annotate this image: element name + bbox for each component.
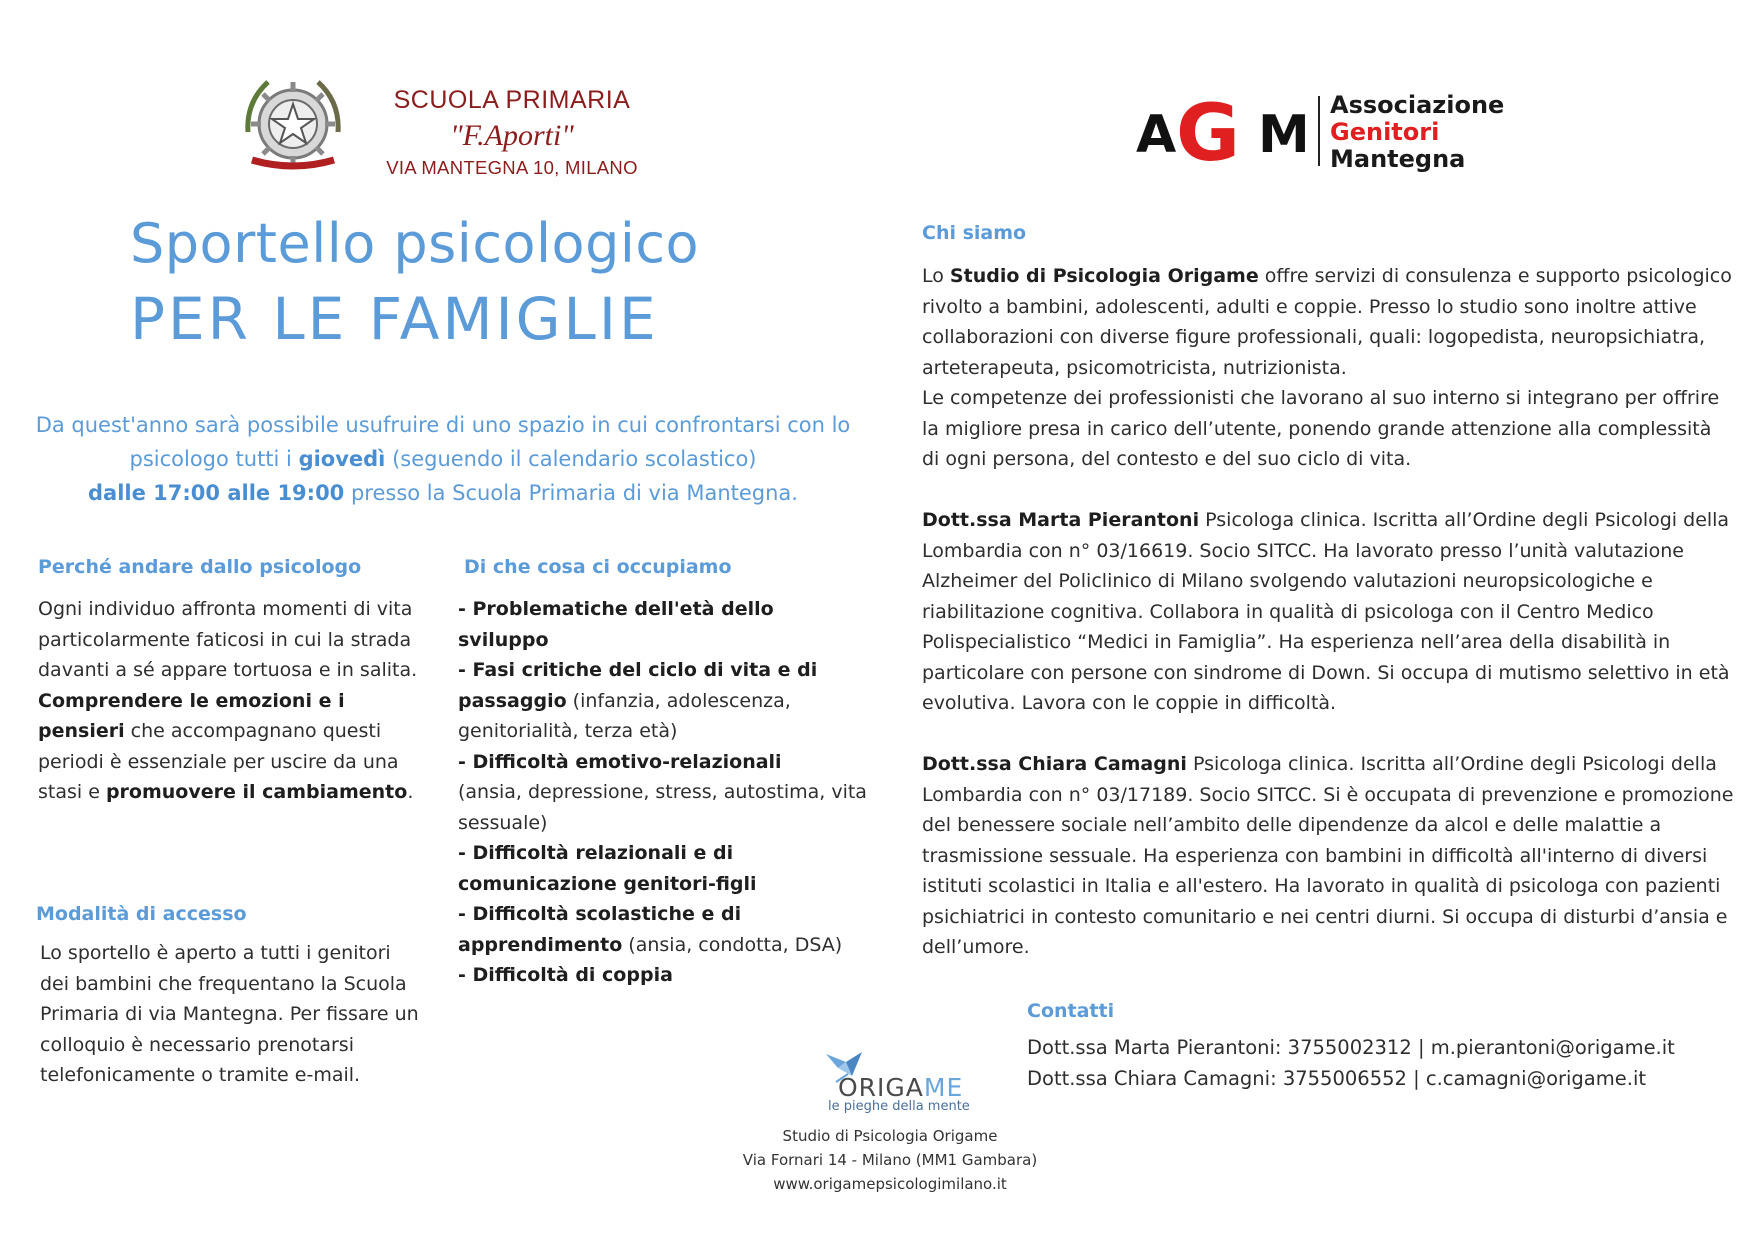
why-bold-1: Comprendere le emozioni e i pensieri [38, 689, 345, 742]
contacts-heading: Contatti [1027, 1000, 1115, 1022]
studio-website[interactable]: www.origamepsicologimilano.it [773, 1175, 1007, 1193]
agm-word-2: Genitori [1330, 118, 1440, 146]
topic-item: - Difficoltà di coppia [458, 964, 673, 986]
topic-item: - Difficoltà scolastiche e di apprendimento (ansia, condotta, DSA) [458, 903, 843, 956]
agm-divider [1318, 96, 1320, 166]
why-heading: Perché andare dallo psicologo [38, 556, 362, 578]
agm-mark-m: M [1258, 105, 1310, 164]
access-text: Lo sportello è aperto a tutti i genitori dei bambini che frequentano la Scuola Primaria di via Mantegna. Per fissare un colloquio è necessario prenotarsi telefonicamente o tramite e-mail. [40, 942, 419, 1086]
studio-info [700, 1124, 1080, 1196]
school-name-block [372, 86, 652, 179]
topics-list [458, 594, 868, 991]
why-text [38, 594, 418, 808]
topic-item: - Problematiche dell'età dello sviluppo [458, 598, 774, 651]
chiara-bio: Dott.ssa Chiara Camagni Psicologa clinica. Iscritta all’Ordine degli Psicologi della Lombardia con n° 03/17189. Socio SITCC. Si è occupata di prevenzione e promozione del benessere sociale nell’ambito delle dipendenze da alcol e delle malattie a trasmissione sessuale. Ha esperienza con bambini in difficoltà all'interno di diversi istituti scolastici in Italia e all'estero. Ha lavorato in qualità di psicologa con pazienti psichiatrici in contesto comunitario e nei centri diurni. Si occupa di disturbi d’ansia e dell’umore. [922, 753, 1734, 958]
intro-hours: dalle 17:00 alle 19:00 [88, 481, 345, 505]
studio-address: Via Fornari 14 - Milano (MM1 Gambara) [742, 1151, 1038, 1169]
studio-name-footer: Studio di Psicologia Origame [782, 1127, 998, 1145]
why-text-1: Ogni individuo affronta momenti di vita particolarmente faticosi in cui la strada davanti a sé appare tortuosa e in salita. [38, 598, 418, 681]
intro-text-1: Da quest'anno sarà possibile usufruire di uno spazio in cui confrontarsi con lo psicologo tutti i [35, 413, 851, 471]
agm-mark-a: A [1136, 105, 1177, 164]
access-heading: Modalità di accesso [36, 903, 247, 925]
intro-day: giovedì [298, 447, 386, 471]
studio-name: Studio di Psicologia Origame [949, 265, 1259, 287]
marta-name: Dott.ssa Marta Pierantoni [922, 509, 1200, 531]
contact-marta: Dott.ssa Marta Pierantoni: 3755002312 | m.pierantoni@origame.it [1027, 1036, 1675, 1059]
topic-item: - Fasi critiche del ciclo di vita e di passaggio (infanzia, adolescenza, genitorialità, terza età) [458, 659, 818, 742]
school-type: SCUOLA PRIMARIA [393, 86, 631, 114]
contacts-list [1027, 1033, 1675, 1094]
title-line-1: Sportello psicologico [130, 212, 700, 275]
marta-bio: Dott.ssa Marta Pierantoni Psicologa clinica. Iscritta all’Ordine degli Psicologi della Lombardia con n° 03/16619. Socio SITCC. Ha lavorato presso l’unità valutazione Alzheimer del Policlinico di Milano svolgendo valutazioni neuropsicologiche e riabilitazione cognitiva. Collabora in qualità di psicologa con il Centro Medico Polispecialistico “Medici in Famiglia”. Ha esperienza nell’area della disabilità in particolare con persone con sindrome di Down. Si occupa di mutismo selettivo in età evolutiva. Lavora con le coppie in difficoltà. [922, 509, 1730, 714]
chiara-name: Dott.ssa Chiara Camagni [922, 753, 1187, 775]
school-name: "F.Aporti" [450, 119, 574, 152]
why-text-3: . [407, 781, 414, 803]
school-address: VIA MANTEGNA 10, MILANO [386, 157, 638, 178]
topic-item: - Difficoltà relazionali e di comunicazione genitori-figli [458, 842, 757, 895]
topics-heading: Di che cosa ci occupiamo [464, 556, 732, 578]
why-bold-2: promuovere il cambiamento [105, 781, 408, 803]
agm-logo-mark [1136, 92, 1316, 164]
agm-wordmark [1330, 92, 1504, 173]
title-line-2: PER LE FAMIGLIE [130, 285, 659, 353]
intro-text-3: presso la Scuola Primaria di via Mantegna. [344, 481, 798, 505]
origame-tagline: le pieghe della mente [828, 1099, 970, 1114]
intro-text-2: (seguendo il calendario scolastico) [385, 447, 757, 471]
agm-mark-g: G [1176, 92, 1241, 164]
agm-word-1: Associazione [1330, 91, 1505, 119]
about-heading: Chi siamo [922, 222, 1027, 244]
intro-paragraph [24, 408, 862, 510]
topic-item: - Difficoltà emotivo-relazionali (ansia, depressione, stress, autostima, vita sessuale) [458, 750, 867, 834]
about-text: Lo Studio di Psicologia Origame offre servizi di consulenza e supporto psicologico rivolto a bambini, adolescenti, adulti e coppie. Presso lo studio sono inoltre attive collaborazioni con diverse figure professionali, quali: logopedista, neuropsichiatra, arteterapeuta, psicomotricista, nutrizionista. Le competenze dei professionisti che lavorano al suo interno si integrano per offrire la migliore presa in carico dell’utente, ponendo grande attenzione alla complessità di ogni persona, del contesto e del suo ciclo di vita. [922, 265, 1732, 470]
italian-republic-emblem [238, 72, 348, 184]
contact-chiara: Dott.ssa Chiara Camagni: 3755006552 | c.camagni@origame.it [1027, 1066, 1647, 1090]
why-text-2: che accompagnano questi periodi è essenziale per uscire da una stasi e [38, 720, 399, 803]
agm-word-3: Mantegna [1330, 145, 1466, 173]
origame-logo-text: ORIGAME [838, 1073, 964, 1102]
page-title [130, 212, 699, 353]
